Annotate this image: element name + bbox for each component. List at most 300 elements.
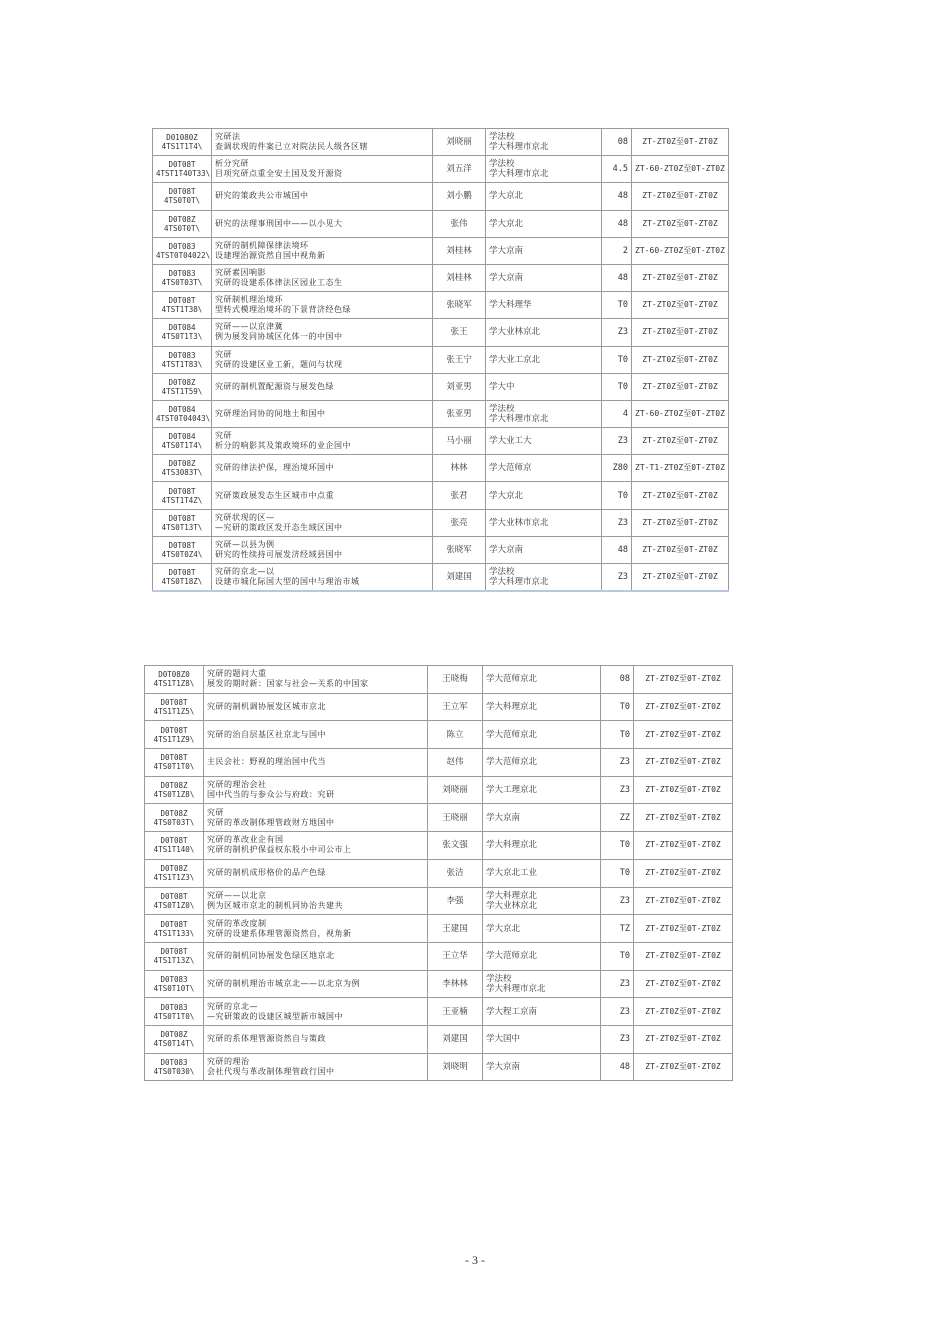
project-title-cell bbox=[212, 428, 433, 455]
project-title-line-1: 究研的京北— bbox=[207, 1001, 258, 1011]
table-row bbox=[145, 887, 733, 915]
project-code-cell bbox=[153, 564, 212, 591]
period-cell: ZT-60-ZT0Z至0T-ZT0Z bbox=[632, 237, 729, 264]
table-row bbox=[153, 373, 729, 400]
leader-name-cell: 王立华 bbox=[428, 942, 483, 970]
project-title-line-2: 目项究研点重全安土国及发开源资 bbox=[215, 169, 343, 179]
discipline-code: D0T08T bbox=[160, 725, 188, 735]
project-title-cell bbox=[212, 319, 433, 346]
table-row bbox=[145, 721, 733, 749]
leader-name-cell: 陈立 bbox=[428, 721, 483, 749]
project-number: 4TS1T1Z5\ bbox=[153, 707, 195, 717]
project-title-cell bbox=[204, 859, 428, 887]
institution-line-1: 学大京南 bbox=[489, 273, 524, 284]
project-code-cell bbox=[145, 998, 204, 1026]
period-cell: ZT-ZT0Z至0T-ZT0Z bbox=[632, 210, 729, 237]
leader-name-cell: 张文强 bbox=[428, 832, 483, 860]
amount-cell: Z3 bbox=[602, 564, 632, 591]
amount-cell: Z3 bbox=[601, 970, 634, 998]
period-cell: ZT-ZT0Z至0T-ZT0Z bbox=[634, 666, 733, 694]
institution-cell bbox=[486, 509, 602, 536]
institution-line-1: 学大范师京北 bbox=[486, 729, 538, 740]
institution-cell bbox=[486, 346, 602, 373]
project-title-line-1: 究研素因响影 bbox=[215, 268, 266, 278]
project-number: 4TS0T18Z\ bbox=[161, 576, 203, 586]
project-code-cell bbox=[145, 749, 204, 777]
project-title-line-2: 究研的律法护保，理治境环国中 bbox=[215, 463, 334, 473]
leader-name-cell: 王晓梅 bbox=[428, 666, 483, 694]
project-title-line-2: —究研策政的设建区城型新市城国中 bbox=[207, 1011, 343, 1021]
project-title-cell bbox=[204, 1053, 428, 1081]
discipline-code: D0T08Z bbox=[168, 214, 196, 224]
amount-cell: 4.5 bbox=[602, 156, 632, 183]
period-cell: ZT-ZT0Z至0T-ZT0Z bbox=[632, 536, 729, 563]
institution-cell bbox=[486, 183, 602, 210]
period-cell: ZT-ZT0Z至0T-ZT0Z bbox=[632, 564, 729, 591]
period-cell: ZT-ZT0Z至0T-ZT0Z bbox=[632, 373, 729, 400]
discipline-code: D0T083 bbox=[160, 1057, 188, 1067]
leader-name-cell: 刘晓明 bbox=[428, 1053, 483, 1081]
project-title-line-1: 究研的制机障保律法境环 bbox=[215, 240, 309, 250]
leader-name-cell: 刘亚男 bbox=[433, 373, 486, 400]
institution-cell bbox=[483, 1053, 601, 1081]
institution-line-1: 学大范师京北 bbox=[486, 674, 538, 685]
leader-name-cell: 李林林 bbox=[428, 970, 483, 998]
project-title-line-1: 究研的革改业企有国 bbox=[207, 835, 284, 845]
project-number: 4TS0T0T\ bbox=[163, 196, 201, 206]
table-row bbox=[145, 859, 733, 887]
project-code-cell bbox=[145, 887, 204, 915]
project-code-cell bbox=[145, 915, 204, 943]
table-row bbox=[145, 998, 733, 1026]
project-title-line-2: 展发的期时新：国家与社会—关系的中国家 bbox=[207, 679, 369, 689]
table-row bbox=[153, 346, 729, 373]
project-number: 4TS0T1Z8\ bbox=[153, 790, 195, 800]
institution-line-2: 学大科理市京北 bbox=[489, 413, 549, 424]
leader-name-cell: 刘建国 bbox=[433, 564, 486, 591]
institution-cell bbox=[483, 832, 601, 860]
amount-cell: 48 bbox=[602, 183, 632, 210]
project-number: 4TS0T03T\ bbox=[153, 817, 195, 827]
project-code-cell bbox=[153, 183, 212, 210]
period-cell: ZT-ZT0Z至0T-ZT0Z bbox=[634, 998, 733, 1026]
table-row bbox=[145, 776, 733, 804]
amount-cell: ZZ bbox=[601, 804, 634, 832]
project-title-line-2: 查调状现的件案已立对院法民人级各区辖 bbox=[215, 142, 368, 152]
institution-line-2: 学大科理市京北 bbox=[489, 169, 549, 180]
project-number: 4TS0T1T4\ bbox=[161, 441, 203, 451]
discipline-code: D0T08T bbox=[168, 486, 196, 496]
discipline-code: D0T08T bbox=[168, 567, 196, 577]
project-number: 4TS1T1T4\ bbox=[161, 142, 203, 152]
project-table-1 bbox=[152, 128, 729, 592]
project-title-cell bbox=[212, 509, 433, 536]
institution-line-1: 学大京北 bbox=[489, 191, 524, 202]
project-title-line-1: 究研的京北—以 bbox=[215, 566, 275, 576]
leader-name-cell: 王立军 bbox=[428, 693, 483, 721]
leader-name-cell: 王建国 bbox=[428, 915, 483, 943]
amount-cell: 48 bbox=[602, 264, 632, 291]
period-cell: ZT-60-ZT0Z至0T-ZT0Z bbox=[632, 156, 729, 183]
table-row bbox=[153, 129, 729, 156]
leader-name-cell: 刘晓丽 bbox=[428, 776, 483, 804]
amount-cell: Z3 bbox=[602, 428, 632, 455]
project-title-line-1: 析分究研 bbox=[215, 159, 249, 169]
project-title-line-2: 究研理治同协的间地土和国中 bbox=[215, 408, 326, 418]
project-title-line-1: 究研 bbox=[215, 431, 232, 441]
table-row bbox=[145, 832, 733, 860]
table-row bbox=[153, 509, 729, 536]
table-row bbox=[145, 666, 733, 694]
period-cell: ZT-ZT0Z至0T-ZT0Z bbox=[634, 832, 733, 860]
project-code-cell bbox=[145, 970, 204, 998]
leader-name-cell: 赵伟 bbox=[428, 749, 483, 777]
project-title-line-2: 究研策政展发态生区城市中点重 bbox=[215, 490, 334, 500]
institution-cell bbox=[486, 210, 602, 237]
project-number: 4TS1T13Z\ bbox=[153, 956, 195, 966]
discipline-code: D0T08T bbox=[168, 160, 196, 170]
leader-name-cell: 刘五洋 bbox=[433, 156, 486, 183]
project-title-line-1: 究研的革改度制 bbox=[207, 918, 267, 928]
period-cell: ZT-ZT0Z至0T-ZT0Z bbox=[632, 346, 729, 373]
project-title-cell bbox=[204, 915, 428, 943]
project-title-line-2: 究研的设建系体律法区园业工态生 bbox=[215, 278, 343, 288]
project-title-cell bbox=[204, 804, 428, 832]
discipline-code: D0T08T bbox=[160, 698, 188, 708]
discipline-code: D0T08T bbox=[160, 919, 188, 929]
project-title-line-1: 究研的理治 bbox=[207, 1056, 250, 1066]
table-row bbox=[153, 482, 729, 509]
project-title-line-1: 究研——以北京 bbox=[207, 890, 267, 900]
project-number: 4TS0T0T\ bbox=[163, 223, 201, 233]
institution-line-1: 学大范师京北 bbox=[486, 951, 538, 962]
amount-cell: Z3 bbox=[602, 509, 632, 536]
table-row bbox=[153, 237, 729, 264]
amount-cell: Z3 bbox=[602, 319, 632, 346]
project-number: 4TST1T4Z\ bbox=[161, 495, 203, 505]
period-cell: ZT-T1-ZT0Z至0T-ZT0Z bbox=[632, 455, 729, 482]
page-number: - 3 - bbox=[465, 1253, 485, 1267]
leader-name-cell: 张伟 bbox=[433, 210, 486, 237]
project-number: 4TS0T1T0\ bbox=[153, 1011, 195, 1021]
table-row bbox=[145, 970, 733, 998]
leader-name-cell: 刘桂林 bbox=[433, 264, 486, 291]
project-title-line-1: 究研的理治会社 bbox=[207, 780, 267, 790]
institution-line-1: 学大科理京北 bbox=[486, 890, 538, 901]
discipline-code: D0T08Z bbox=[168, 459, 196, 469]
institution-cell bbox=[483, 804, 601, 832]
leader-name-cell: 张洁 bbox=[428, 859, 483, 887]
project-code-cell bbox=[153, 237, 212, 264]
period-cell: ZT-ZT0Z至0T-ZT0Z bbox=[634, 887, 733, 915]
period-cell: ZT-ZT0Z至0T-ZT0Z bbox=[632, 482, 729, 509]
institution-cell bbox=[486, 536, 602, 563]
project-code-cell bbox=[145, 804, 204, 832]
institution-cell bbox=[486, 129, 602, 156]
period-cell: ZT-ZT0Z至0T-ZT0Z bbox=[634, 804, 733, 832]
project-code-cell bbox=[153, 509, 212, 536]
institution-cell bbox=[483, 915, 601, 943]
institution-cell bbox=[486, 428, 602, 455]
project-title-line-2: 会社代现与革改制体理管政行国中 bbox=[207, 1066, 335, 1076]
amount-cell: 08 bbox=[601, 666, 634, 694]
project-title-line-2: 究研的设建区业工新，题问与状现 bbox=[215, 359, 343, 369]
discipline-code: D0T08T bbox=[160, 836, 188, 846]
institution-line-1: 学大京南 bbox=[489, 544, 524, 555]
project-title-cell bbox=[212, 400, 433, 427]
amount-cell: T0 bbox=[602, 346, 632, 373]
project-title-line-2: 究研的制机成形格价的品产色绿 bbox=[207, 868, 326, 878]
project-title-line-1: 究研 bbox=[215, 349, 232, 359]
project-number: 4TS0T030\ bbox=[153, 1066, 195, 1076]
institution-line-1: 学大京南 bbox=[486, 1061, 521, 1072]
project-title-line-2: 究研的制机调协展发区城市京北 bbox=[207, 702, 326, 712]
project-code-cell bbox=[145, 859, 204, 887]
discipline-code: D0T08T bbox=[160, 753, 188, 763]
period-cell: ZT-60-ZT0Z至0T-ZT0Z bbox=[632, 400, 729, 427]
project-code-cell bbox=[145, 1053, 204, 1081]
table-row bbox=[153, 156, 729, 183]
project-number: 4TS1T1Z8\ bbox=[153, 679, 195, 689]
institution-line-1: 学法校 bbox=[489, 132, 515, 143]
project-code-cell bbox=[153, 156, 212, 183]
institution-line-1: 学大京北 bbox=[489, 490, 524, 501]
project-title-line-2: 设建市城化际国大型的国中与理治市城 bbox=[215, 576, 360, 586]
period-cell: ZT-ZT0Z至0T-ZT0Z bbox=[634, 970, 733, 998]
project-number: 4TS1T133\ bbox=[153, 928, 195, 938]
project-code-cell bbox=[145, 666, 204, 694]
table-row bbox=[145, 1053, 733, 1081]
project-title-line-2: 究研的制机同协展发色绿区地京北 bbox=[207, 951, 335, 961]
amount-cell: T0 bbox=[601, 859, 634, 887]
institution-cell bbox=[486, 156, 602, 183]
institution-line-2: 学大科理市京北 bbox=[486, 983, 546, 994]
project-table-2 bbox=[144, 665, 733, 1081]
table-row bbox=[153, 536, 729, 563]
amount-cell: T0 bbox=[602, 482, 632, 509]
project-code-cell bbox=[145, 776, 204, 804]
project-title-cell bbox=[204, 1025, 428, 1053]
project-title-cell bbox=[212, 292, 433, 319]
period-cell: ZT-ZT0Z至0T-ZT0Z bbox=[632, 264, 729, 291]
institution-line-1: 学大国中 bbox=[486, 1034, 521, 1045]
project-title-line-2: 例为展发同协域区化体一的中国中 bbox=[215, 332, 343, 342]
institution-line-1: 学大程工京南 bbox=[486, 1006, 538, 1017]
period-cell: ZT-ZT0Z至0T-ZT0Z bbox=[632, 292, 729, 319]
discipline-code: D0T08Z bbox=[160, 781, 188, 791]
project-code-cell bbox=[153, 264, 212, 291]
institution-line-1: 学大中 bbox=[489, 381, 515, 392]
project-title-cell bbox=[212, 156, 433, 183]
project-title-line-2: 主民会社：野视的理治国中代当 bbox=[207, 757, 326, 767]
discipline-code: D0T08Z bbox=[160, 1030, 188, 1040]
institution-cell bbox=[483, 693, 601, 721]
project-number: 4TS3083T\ bbox=[161, 468, 203, 478]
institution-cell bbox=[486, 400, 602, 427]
amount-cell: T0 bbox=[601, 832, 634, 860]
leader-name-cell: 林林 bbox=[433, 455, 486, 482]
discipline-code: D0T08Z bbox=[160, 808, 188, 818]
table-row bbox=[153, 292, 729, 319]
project-number: 4TS1T1Z9\ bbox=[153, 734, 195, 744]
institution-cell bbox=[486, 264, 602, 291]
project-table-2-body bbox=[145, 666, 733, 1081]
institution-cell bbox=[486, 237, 602, 264]
amount-cell: 08 bbox=[602, 129, 632, 156]
amount-cell: 48 bbox=[601, 1053, 634, 1081]
institution-cell bbox=[483, 721, 601, 749]
discipline-code: D0T08T bbox=[168, 540, 196, 550]
amount-cell: Z3 bbox=[601, 887, 634, 915]
project-number: 4TS1T140\ bbox=[153, 845, 195, 855]
project-title-cell bbox=[212, 129, 433, 156]
institution-line-1: 学大工理京北 bbox=[486, 785, 538, 796]
leader-name-cell: 刘建国 bbox=[428, 1025, 483, 1053]
amount-cell: 48 bbox=[602, 210, 632, 237]
discipline-code: D0T08T bbox=[168, 187, 196, 197]
amount-cell: Z80 bbox=[602, 455, 632, 482]
project-title-line-1: 究研—以县为例 bbox=[215, 539, 275, 549]
amount-cell: Z3 bbox=[601, 749, 634, 777]
institution-cell bbox=[483, 887, 601, 915]
leader-name-cell: 马小丽 bbox=[433, 428, 486, 455]
leader-name-cell: 张亚男 bbox=[433, 400, 486, 427]
leader-name-cell: 张王宁 bbox=[433, 346, 486, 373]
discipline-code: D0T08T bbox=[160, 891, 188, 901]
institution-cell bbox=[486, 373, 602, 400]
institution-line-2: 学大科理市京北 bbox=[489, 142, 549, 153]
period-cell: ZT-ZT0Z至0T-ZT0Z bbox=[632, 183, 729, 210]
discipline-code: D0T083 bbox=[160, 974, 188, 984]
period-cell: ZT-ZT0Z至0T-ZT0Z bbox=[632, 319, 729, 346]
institution-line-1: 学大范师京北 bbox=[486, 757, 538, 768]
period-cell: ZT-ZT0Z至0T-ZT0Z bbox=[634, 1025, 733, 1053]
institution-line-1: 学大业林市京北 bbox=[489, 517, 549, 528]
institution-line-1: 学大范师京 bbox=[489, 463, 532, 474]
institution-cell bbox=[483, 1025, 601, 1053]
project-title-line-1: 究研 bbox=[207, 807, 224, 817]
discipline-code: D0T08Z bbox=[160, 864, 188, 874]
project-title-line-2: 究研的制机护保益权东股小中司公市上 bbox=[207, 845, 352, 855]
institution-cell bbox=[486, 482, 602, 509]
project-code-cell bbox=[153, 319, 212, 346]
project-title-cell bbox=[212, 482, 433, 509]
amount-cell: Z3 bbox=[601, 776, 634, 804]
project-title-line-2: 例为区城市京北的制机同协治共建共 bbox=[207, 900, 343, 910]
discipline-code: D0T083 bbox=[168, 269, 196, 279]
project-number: 4TS0T1Z0\ bbox=[153, 900, 195, 910]
institution-cell bbox=[486, 319, 602, 346]
project-code-cell bbox=[153, 373, 212, 400]
amount-cell: 2 bbox=[602, 237, 632, 264]
leader-name-cell: 李强 bbox=[428, 887, 483, 915]
project-title-cell bbox=[204, 693, 428, 721]
project-code-cell bbox=[153, 129, 212, 156]
project-title-line-2: 究研的制机置配源资与展发色绿 bbox=[215, 381, 334, 391]
institution-line-1: 学法校 bbox=[489, 159, 515, 170]
period-cell: ZT-ZT0Z至0T-ZT0Z bbox=[634, 915, 733, 943]
project-number: 4TST1T38\ bbox=[161, 305, 203, 315]
project-code-cell bbox=[145, 693, 204, 721]
table-row bbox=[153, 210, 729, 237]
institution-line-1: 学大京北工业 bbox=[486, 868, 538, 879]
institution-line-2: 学大科理市京北 bbox=[489, 576, 549, 587]
amount-cell: 48 bbox=[602, 536, 632, 563]
discipline-code: D0T083 bbox=[168, 241, 196, 251]
project-title-cell bbox=[204, 721, 428, 749]
project-title-cell bbox=[212, 183, 433, 210]
project-code-cell bbox=[153, 428, 212, 455]
institution-line-1: 学大科理京北 bbox=[486, 702, 538, 713]
table-row bbox=[153, 319, 729, 346]
project-number: 4TS0T1T0\ bbox=[153, 762, 195, 772]
project-number: 4TS0T03T\ bbox=[161, 278, 203, 288]
amount-cell: T0 bbox=[601, 942, 634, 970]
amount-cell: Z3 bbox=[601, 998, 634, 1026]
leader-name-cell: 张晓军 bbox=[433, 292, 486, 319]
project-number: 4TS0T1T3\ bbox=[161, 332, 203, 342]
period-cell: ZT-ZT0Z至0T-ZT0Z bbox=[632, 428, 729, 455]
institution-line-1: 学大科理京北 bbox=[486, 840, 538, 851]
leader-name-cell: 刘小鹏 bbox=[433, 183, 486, 210]
institution-line-1: 学法校 bbox=[489, 566, 515, 577]
institution-cell bbox=[486, 564, 602, 591]
project-title-line-1: 究研法 bbox=[215, 132, 241, 142]
period-cell: ZT-ZT0Z至0T-ZT0Z bbox=[632, 129, 729, 156]
project-title-line-2: 究研的系体理管源资然自与策政 bbox=[207, 1034, 326, 1044]
leader-name-cell: 王晓丽 bbox=[428, 804, 483, 832]
project-code-cell bbox=[153, 210, 212, 237]
institution-cell bbox=[483, 970, 601, 998]
table-row bbox=[153, 428, 729, 455]
discipline-code: D0T084 bbox=[168, 404, 196, 414]
project-title-line-1: 究研——以京津冀 bbox=[215, 322, 283, 332]
project-title-cell bbox=[204, 942, 428, 970]
project-title-cell bbox=[212, 564, 433, 591]
institution-cell bbox=[486, 292, 602, 319]
institution-cell bbox=[483, 998, 601, 1026]
table-row bbox=[153, 183, 729, 210]
project-title-line-2: 研究的性续持可展发济经域县国中 bbox=[215, 549, 343, 559]
project-title-cell bbox=[212, 237, 433, 264]
project-number: 4TS0T10T\ bbox=[153, 983, 195, 993]
project-title-line-1: 究研状现的区— bbox=[215, 512, 275, 522]
discipline-code: D0T084 bbox=[168, 432, 196, 442]
table-row bbox=[145, 942, 733, 970]
project-title-line-2: 型转式模理治境环的下景背济经色绿 bbox=[215, 305, 351, 315]
discipline-code: D0T08Z0 bbox=[158, 670, 190, 680]
table-row bbox=[145, 749, 733, 777]
project-title-cell bbox=[204, 666, 428, 694]
project-title-line-2: 究研的设建系体理管源资然自，视角新 bbox=[207, 928, 352, 938]
project-code-cell bbox=[145, 942, 204, 970]
leader-name-cell: 张君 bbox=[433, 482, 486, 509]
project-code-cell bbox=[145, 721, 204, 749]
institution-cell bbox=[483, 749, 601, 777]
project-title-line-2: 究研的治自层基区社京北与国中 bbox=[207, 729, 326, 739]
project-title-cell bbox=[204, 776, 428, 804]
period-cell: ZT-ZT0Z至0T-ZT0Z bbox=[634, 749, 733, 777]
discipline-code: D01080Z bbox=[166, 133, 198, 143]
discipline-code: D0T083 bbox=[168, 350, 196, 360]
amount-cell: T0 bbox=[601, 693, 634, 721]
institution-line-1: 学法校 bbox=[489, 403, 515, 414]
project-title-line-2: 国中代当的与参众公与府政：究研 bbox=[207, 790, 335, 800]
project-number: 4TST0T04022\ bbox=[156, 250, 211, 260]
table-row bbox=[153, 400, 729, 427]
project-title-line-2: —究研的策政区发开态生域区国中 bbox=[215, 522, 343, 532]
leader-name-cell: 张晓军 bbox=[433, 536, 486, 563]
